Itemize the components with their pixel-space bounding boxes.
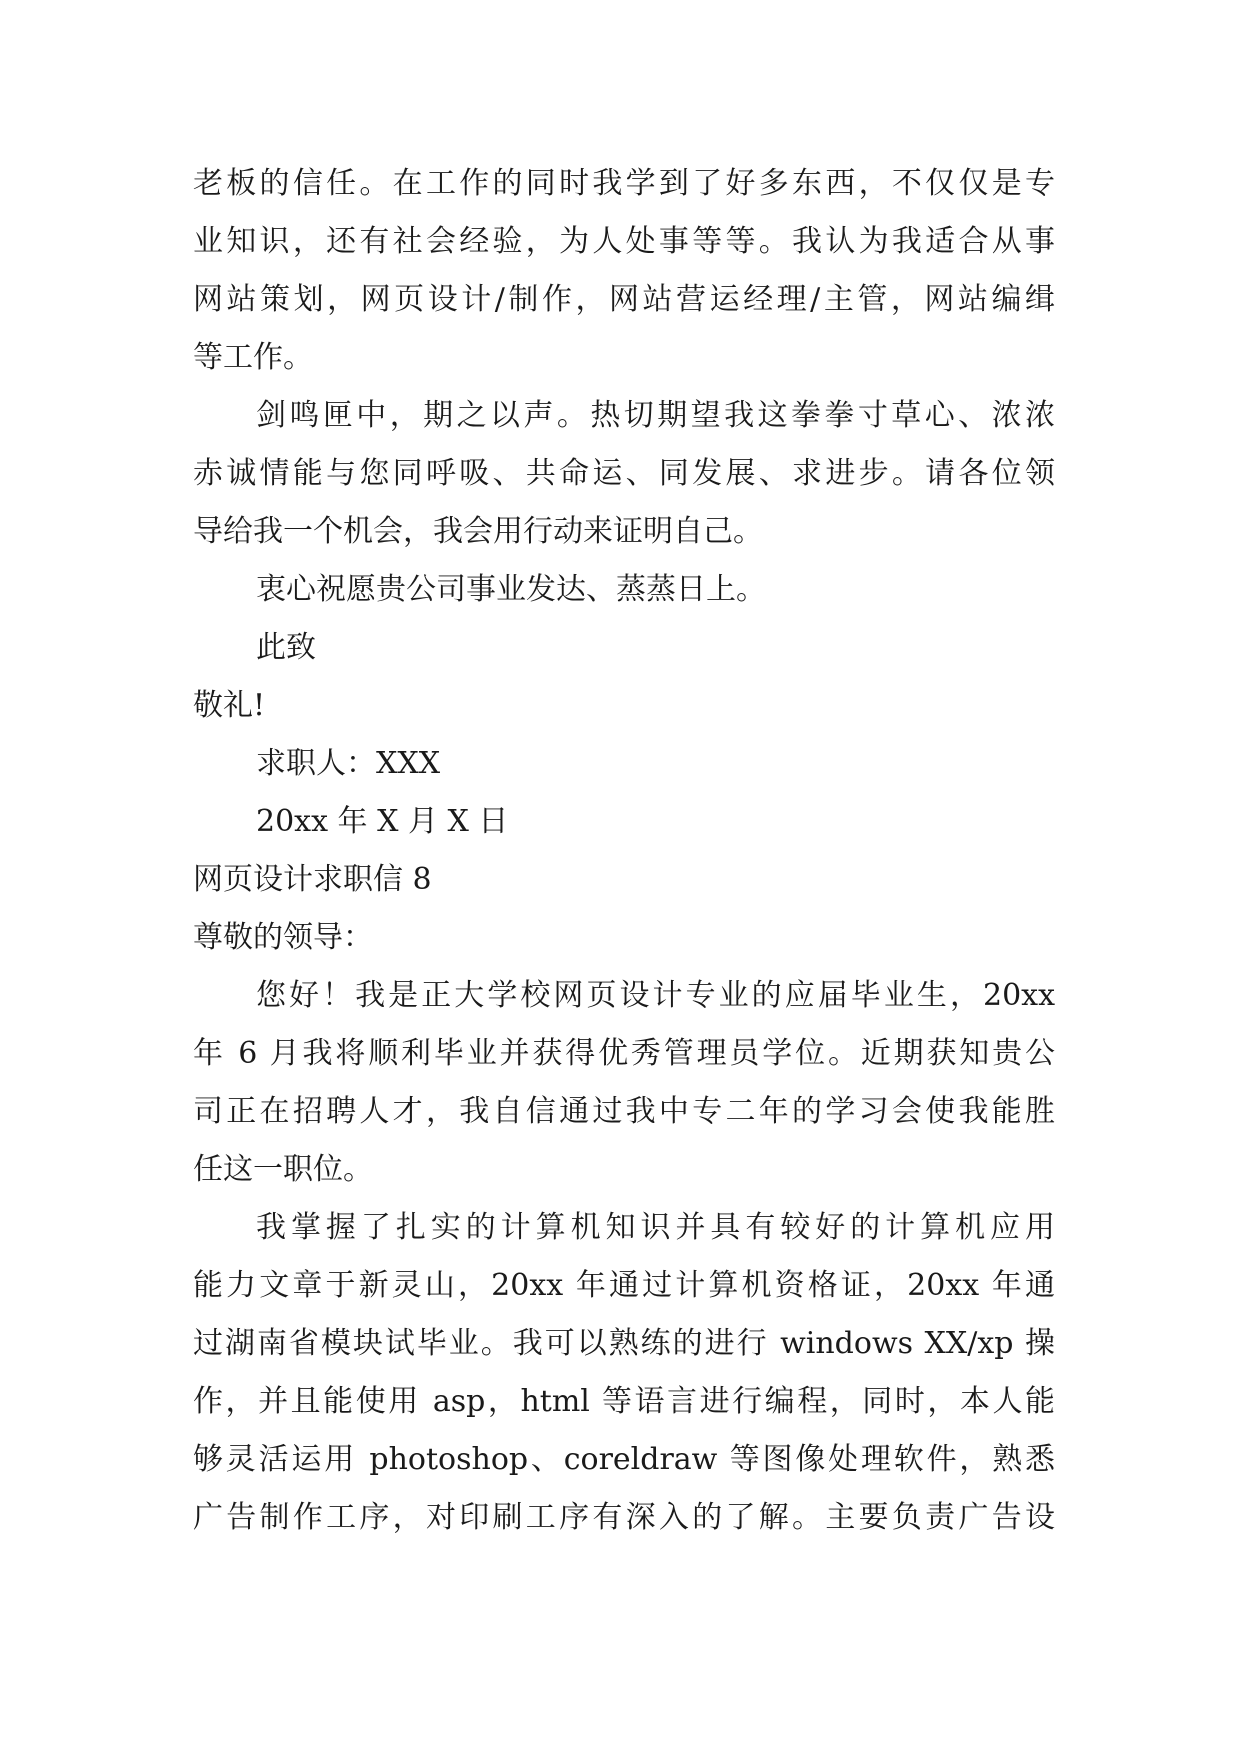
letter-greeting: 尊敬的领导： bbox=[193, 920, 373, 955]
closing-regards: 敬礼! bbox=[193, 688, 266, 723]
signature-date: 20xx 年 X 月 X 日 bbox=[256, 804, 509, 839]
section-title: 网页设计求职信 8 bbox=[193, 862, 432, 897]
text-line: 衷心祝愿贵公司事业发达、蒸蒸日上。 bbox=[256, 572, 766, 607]
text-line: 您好！我是正大学校网页设计专业的应届毕业生，20xx bbox=[256, 978, 1055, 1013]
text-line: 网站策划，网页设计/制作，网站营运经理/主管，网站编缉 bbox=[193, 282, 1055, 317]
text-line: 能力文章于新灵山，20xx 年通过计算机资格证，20xx 年通 bbox=[193, 1268, 1055, 1303]
text-line: 年 6 月我将顺利毕业并获得优秀管理员学位。近期获知贵公 bbox=[193, 1036, 1055, 1071]
text-line: 作，并且能使用 asp，html 等语言进行编程，同时，本人能 bbox=[193, 1384, 1055, 1419]
closing-salutation: 此致 bbox=[256, 630, 316, 665]
text-line: 够灵活运用 photoshop、coreldraw 等图像处理软件，熟悉 bbox=[193, 1442, 1055, 1477]
text-line: 过湖南省模块试毕业。我可以熟练的进行 windows XX/xp 操 bbox=[193, 1326, 1055, 1361]
text-line: 剑鸣匣中，期之以声。热切期望我这拳拳寸草心、浓浓 bbox=[256, 398, 1055, 433]
text-line: 我掌握了扎实的计算机知识并具有较好的计算机应用 bbox=[256, 1210, 1055, 1245]
text-line: 广告制作工序，对印刷工序有深入的了解。主要负责广告设 bbox=[193, 1500, 1055, 1535]
text-line: 业知识，还有社会经验，为人处事等等。我认为我适合从事 bbox=[193, 224, 1055, 259]
text-line: 等工作。 bbox=[193, 340, 313, 375]
text-line: 导给我一个机会，我会用行动来证明自己。 bbox=[193, 514, 763, 549]
text-line: 司正在招聘人才，我自信通过我中专二年的学习会使我能胜 bbox=[193, 1094, 1055, 1129]
text-line: 赤诚情能与您同呼吸、共命运、同发展、求进步。请各位领 bbox=[193, 456, 1055, 491]
signature-name: 求职人：XXX bbox=[256, 746, 441, 781]
text-line: 老板的信任。在工作的同时我学到了好多东西，不仅仅是专 bbox=[193, 166, 1055, 201]
text-line: 任这一职位。 bbox=[193, 1152, 373, 1187]
